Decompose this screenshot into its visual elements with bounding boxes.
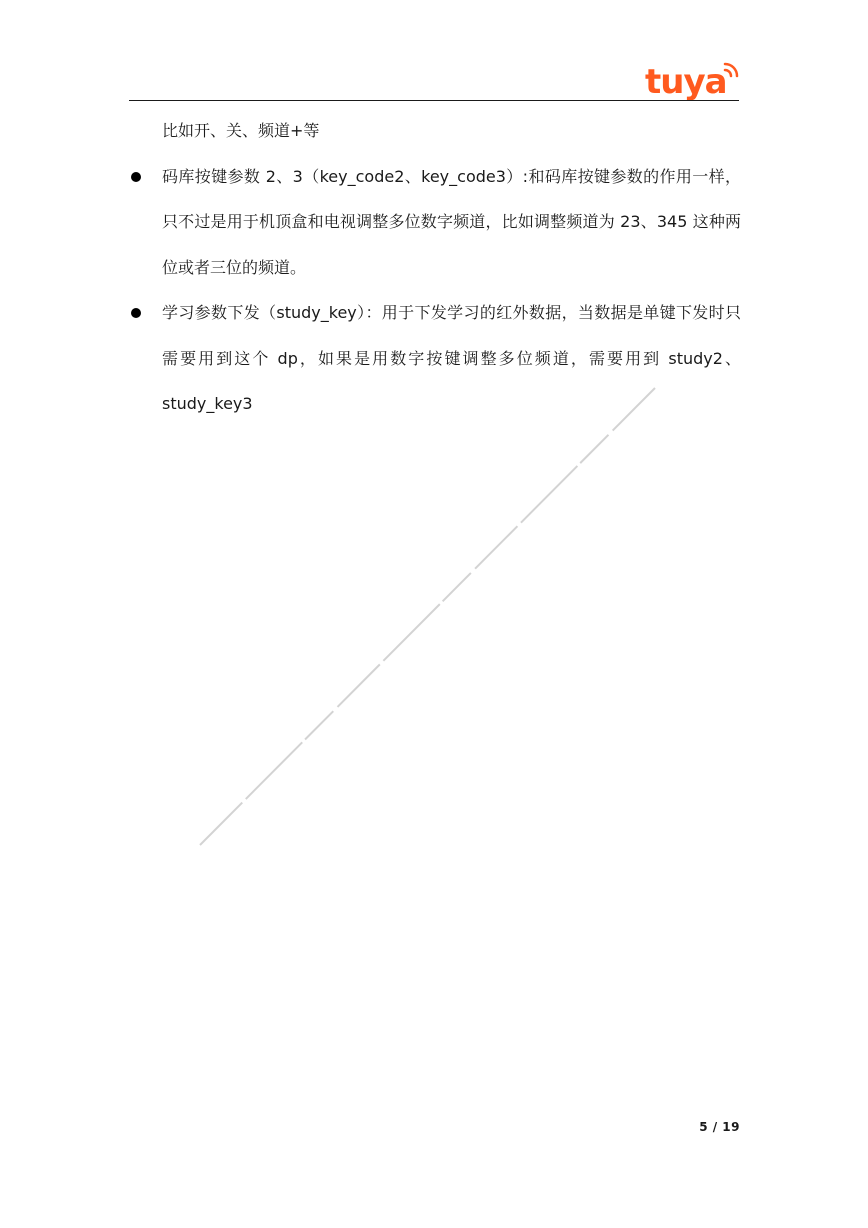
page-number: 5 / 19 [699,1120,740,1134]
bullet-icon [131,308,141,318]
list-item-text: 码库按键参数 2、3（key_code2、key_code3）:和码库按键参数的作用一样，只不过是用于机顶盒和电视调整多位数字频道，比如调整频道为 23、345 这种两位或者三位的频道。 [162,166,741,277]
document-body [129,108,741,427]
list-item [129,290,741,427]
bullet-icon [131,172,141,182]
list-item [129,154,741,291]
continuation-paragraph: 比如开、关、频道+等 [162,121,320,140]
list-item-text: 学习参数下发（study_key）：用于下发学习的红外数据，当数据是单键下发时只需要用到这个 dp，如果是用数字按键调整多位频道，需要用到 study2、study_key3 [162,303,741,413]
tuya-logo-icon [645,60,740,102]
logo-text: tuya [645,62,727,102]
header-divider [129,100,739,101]
